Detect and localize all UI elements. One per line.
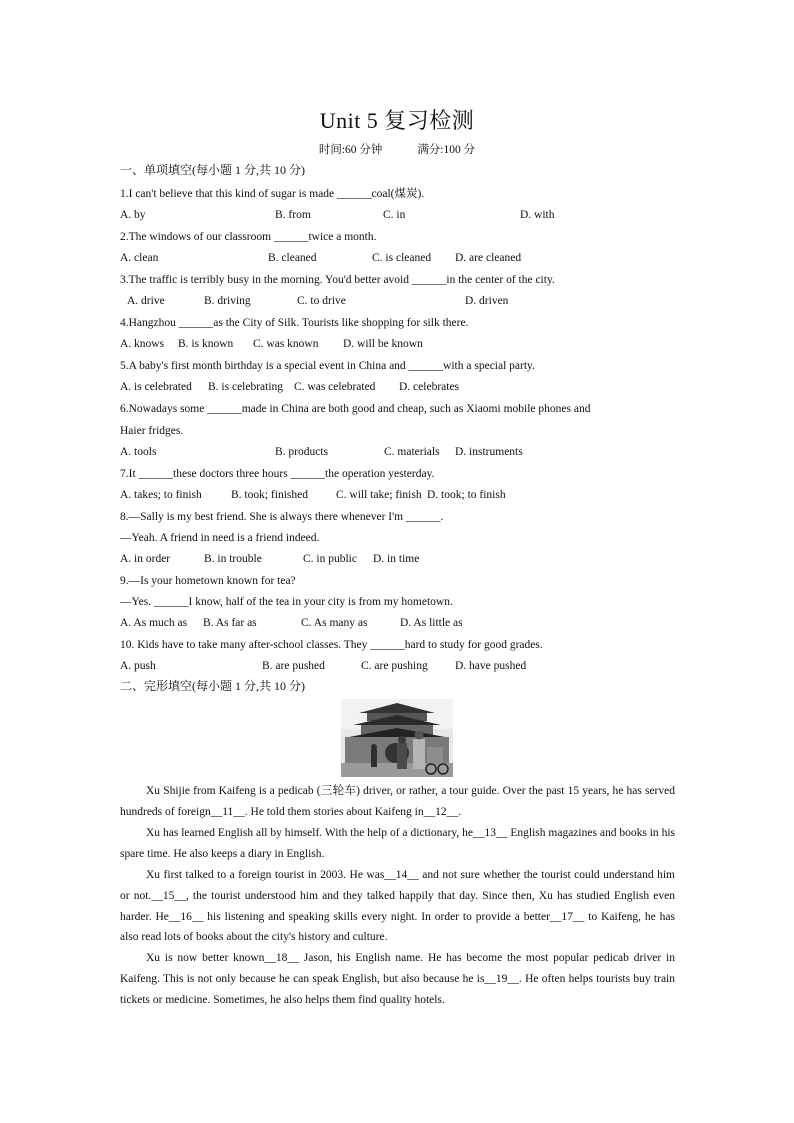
kaifeng-photo — [341, 699, 453, 777]
question-8-stem-cont: —Yeah. A friend in need is a friend indeed. — [120, 532, 320, 544]
option: B. in trouble — [204, 553, 262, 565]
option: B. As far as — [203, 617, 257, 629]
question-1-stem: 1.I can't believe that this kind of sugar is made ______coal(煤炭). — [120, 188, 425, 200]
option: A. in order — [120, 553, 171, 565]
question-2-stem: 2.The windows of our classroom ______twice a month. — [120, 231, 377, 243]
option: B. are pushed — [262, 660, 325, 672]
option: D. have pushed — [455, 660, 527, 672]
passage-paragraph-4: Xu is now better known__18__ Jason, his English name. He has become the most popular pedicab driver in Kaifeng. This is not only because he can speak English, but also because he is__19__. He often helps tourists buy train tickets or medicine. Sometimes, he also helps them find quality hotels. — [120, 952, 675, 1006]
page-title: Unit 5 复习检测 — [319, 108, 475, 133]
time-limit: 时间:60 分钟 — [318, 144, 383, 156]
option: C. to drive — [297, 295, 346, 307]
option: B. driving — [204, 295, 251, 307]
option: B. cleaned — [268, 252, 317, 264]
option: D. instruments — [455, 446, 523, 458]
question-9-stem: 9.—Is your hometown known for tea? — [120, 575, 296, 587]
option: C. is cleaned — [372, 252, 432, 264]
option: C. materials — [384, 446, 440, 458]
option: A. drive — [127, 295, 165, 307]
option: C. are pushing — [361, 660, 428, 672]
option: A. tools — [120, 446, 157, 458]
option: A. As much as — [120, 617, 188, 629]
option: A. push — [120, 660, 156, 672]
option: D. are cleaned — [455, 252, 522, 264]
question-8-stem: 8.—Sally is my best friend. She is always there whenever I'm ______. — [120, 511, 444, 523]
option: B. from — [275, 209, 311, 221]
option: C. in public — [303, 553, 357, 565]
option: B. is known — [178, 338, 234, 350]
question-4-stem: 4.Hangzhou ______as the City of Silk. Tourists like shopping for silk there. — [120, 317, 469, 329]
option: D. As little as — [400, 617, 463, 629]
option: C. will take; finish — [336, 489, 422, 501]
option: D. will be known — [343, 338, 423, 350]
question-9-stem-cont: —Yes. ______I know, half of the tea in your city is from my hometown. — [120, 596, 453, 608]
question-10-stem: 10. Kids have to take many after-school classes. They ______hard to study for good grades. — [120, 639, 543, 651]
option: A. takes; to finish — [120, 489, 202, 501]
section2-heading: 二、完形填空(每小题 1 分,共 10 分) — [120, 679, 305, 693]
full-score: 满分:100 分 — [417, 144, 476, 156]
question-6-stem-cont: Haier fridges. — [120, 425, 184, 437]
passage-paragraph-3: Xu first talked to a foreign tourist in 2003. He was__14__ and not sure whether the tourist could understand him or not.__15__, the tourist understood him and they talked happily that day. Since then, Xu has studied English even harder. He__16__ his listening and speaking skills every night. In order to provide a better__17__ to Kaifeng, he has also read lots of books about the city's history and culture. — [120, 869, 675, 944]
question-5-stem: 5.A baby's first month birthday is a special event in China and ______with a special party. — [120, 360, 535, 372]
option: C. was celebrated — [294, 381, 376, 393]
question-6-stem: 6.Nowadays some ______made in China are both good and cheap, such as Xiaomi mobile phones and — [120, 403, 591, 415]
option: C. was known — [253, 338, 319, 350]
tower-pedicab-illustration — [341, 699, 453, 777]
option: B. is celebrating — [208, 381, 284, 393]
passage-paragraph-1: Xu Shijie from Kaifeng is a pedicab (三轮车) driver, or rather, a tour guide. Over the past 15 years, he has served hundreds of foreign__11__. He told them stories about Kaifeng in__12__. — [120, 785, 675, 818]
option: D. with — [520, 209, 555, 221]
option: C. As many as — [301, 617, 368, 629]
option: B. products — [275, 446, 329, 458]
option: B. took; finished — [231, 489, 308, 501]
option: A. by — [120, 209, 146, 221]
option: C. in — [383, 209, 406, 221]
option: A. knows — [120, 338, 165, 350]
exam-info — [0, 141, 794, 157]
question-3-stem: 3.The traffic is terribly busy in the morning. You'd better avoid ______in the center of the city. — [120, 274, 555, 286]
option: D. driven — [465, 295, 509, 307]
option: A. is celebrated — [120, 381, 192, 393]
question-7-stem: 7.It ______these doctors three hours ______the operation yesterday. — [120, 468, 435, 480]
option: D. celebrates — [399, 381, 460, 393]
option: D. in time — [373, 553, 420, 565]
option: A. clean — [120, 252, 159, 264]
option: D. took; to finish — [427, 489, 506, 501]
section1-heading: 一、单项填空(每小题 1 分,共 10 分) — [120, 163, 305, 177]
passage-paragraph-2: Xu has learned English all by himself. With the help of a dictionary, he__13__ English magazines and books in his spare time. He also keeps a diary in English. — [120, 827, 675, 860]
